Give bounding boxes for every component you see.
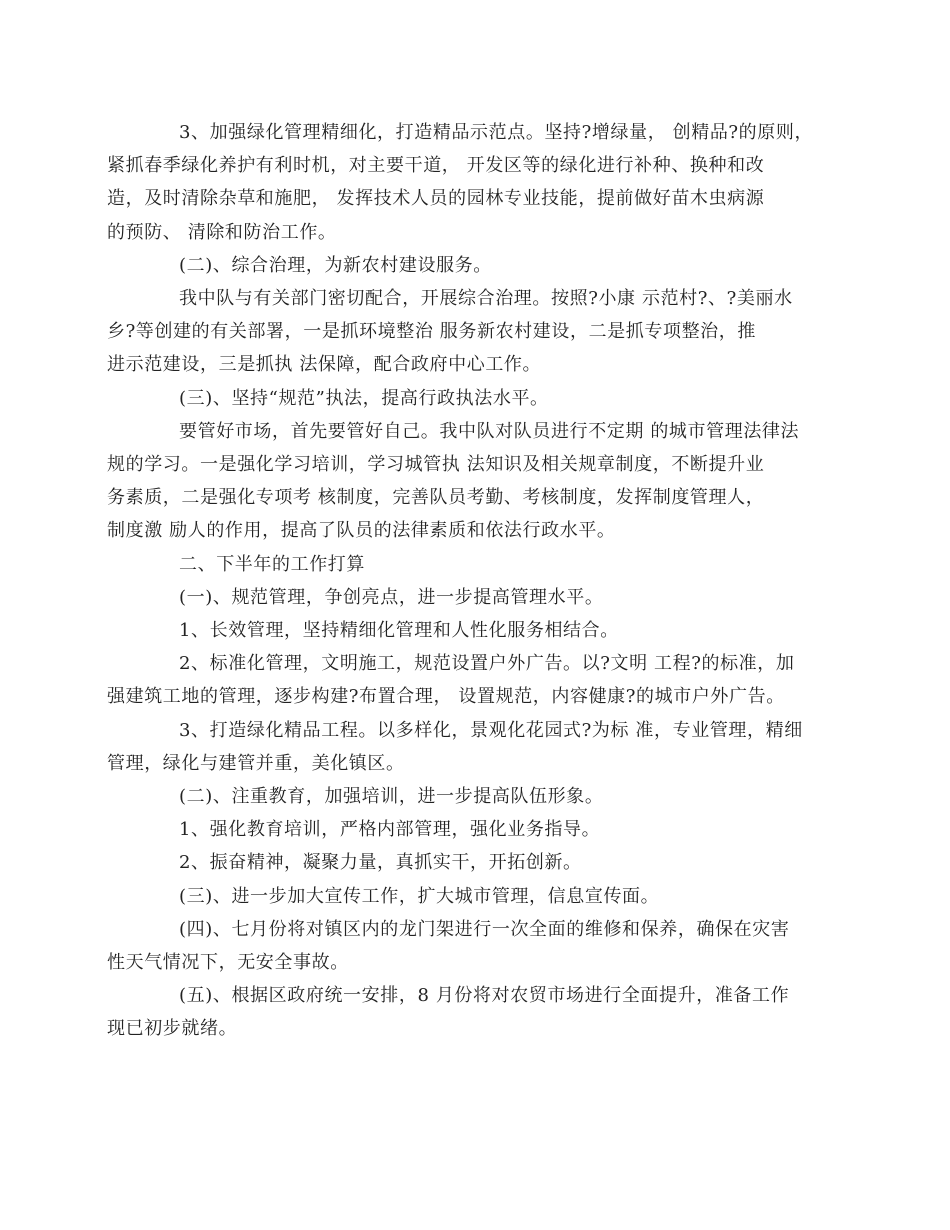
section-heading [143,382,823,415]
text-line: 2、振奋精神，凝聚力量，真抓实干，开拓创新。 [179,852,582,874]
text-line: 3、打造绿化精品工程。以多样化，景观化花园式?为标 准，专业管理，精细 [179,719,803,741]
text-line: 进示范建设，三是抓执 法保障，配合政府中心工作。 [107,354,542,376]
text-line: 务素质，二是强化专项考 核制度，完善队员考勤、考核制度，发挥制度管理人， [107,487,765,509]
text-line: 管理，绿化与建管并重，美化镇区。 [107,752,405,774]
text-line: (三)、进一步加大宣传工作，扩大城市管理，信息宣传面。 [179,885,660,907]
text-line: 1、强化教育培训，严格内部管理，强化业务指导。 [179,819,601,841]
text-line: 制度激 励人的作用，提高了队员的法律素质和依法行政水平。 [107,520,616,542]
text-line: 乡?等创建的有关部署，一是抓环境整治 服务新农村建设，二是抓专项整治，推 [107,321,756,343]
text-line: 性天气情况下，无安全事故。 [107,952,349,974]
text-line: 3、加强绿化管理精细化，打造精品示范点。坚持?增绿量， 创精品?的原则， [179,122,814,143]
text-line: 造，及时清除杂草和施肥， 发挥技术人员的园林专业技能，提前做好苗木虫病源 [107,188,765,210]
text-line: 规的学习。一是强化学习培训，学习城管执 法知识及相关规章制度，不断提升业 [107,454,765,476]
list-item [107,714,823,780]
text-line: (三)、坚持“规范”执法，提高行政执法水平。 [179,387,549,409]
section-heading [143,880,823,913]
text-line: 的预防、 清除和防治工作。 [107,221,337,243]
text-line: (二)、注重教育，加强培训，进一步提高队伍形象。 [179,786,604,808]
document-body [107,116,823,1046]
text-line: 我中队与有关部门密切配合，开展综合治理。按照?小康 示范村?、?美丽水 [179,288,793,310]
list-item [143,813,823,846]
text-line: 现已初步就绪。 [107,1018,238,1040]
text-line: 2、标准化管理，文明施工，规范设置户外广告。以?文明 工程?的标准，加 [179,653,795,675]
section-heading [107,913,823,979]
paragraph-law-enforcement [107,415,823,548]
text-line: 要管好市场，首先要管好自己。我中队对队员进行不定期 的城市管理法律法 [179,420,800,442]
section-heading [143,249,823,282]
chapter-heading [143,548,823,581]
text-line: 强建筑工地的管理，逐步构建?布置合理， 设置规范，内容健康?的城市户外广告。 [107,686,785,708]
paragraph-comprehensive-governance [107,282,823,382]
text-line: 1、长效管理，坚持精细化管理和人性化服务相结合。 [179,620,619,642]
section-heading [107,979,823,1045]
paragraph-greening [107,116,823,249]
section-heading [143,581,823,614]
text-line: 紧抓春季绿化养护有利时机，对主要干道， 开发区等的绿化进行补种、换种和改 [107,155,765,177]
text-line: (四)、七月份将对镇区内的龙门架进行一次全面的维修和保养，确保在灾害 [179,918,790,940]
text-line: (五)、根据区政府统一安排，8 月份将对农贸市场进行全面提升，准备工作 [179,985,790,1007]
list-item [143,614,823,647]
list-item [143,846,823,879]
text-line: 二、下半年的工作打算 [179,553,365,575]
text-line: (二)、综合治理，为新农村建设服务。 [179,254,492,276]
text-line: (一)、规范管理，争创亮点，进一步提高管理水平。 [179,586,604,608]
list-item [107,647,823,713]
section-heading [143,780,823,813]
